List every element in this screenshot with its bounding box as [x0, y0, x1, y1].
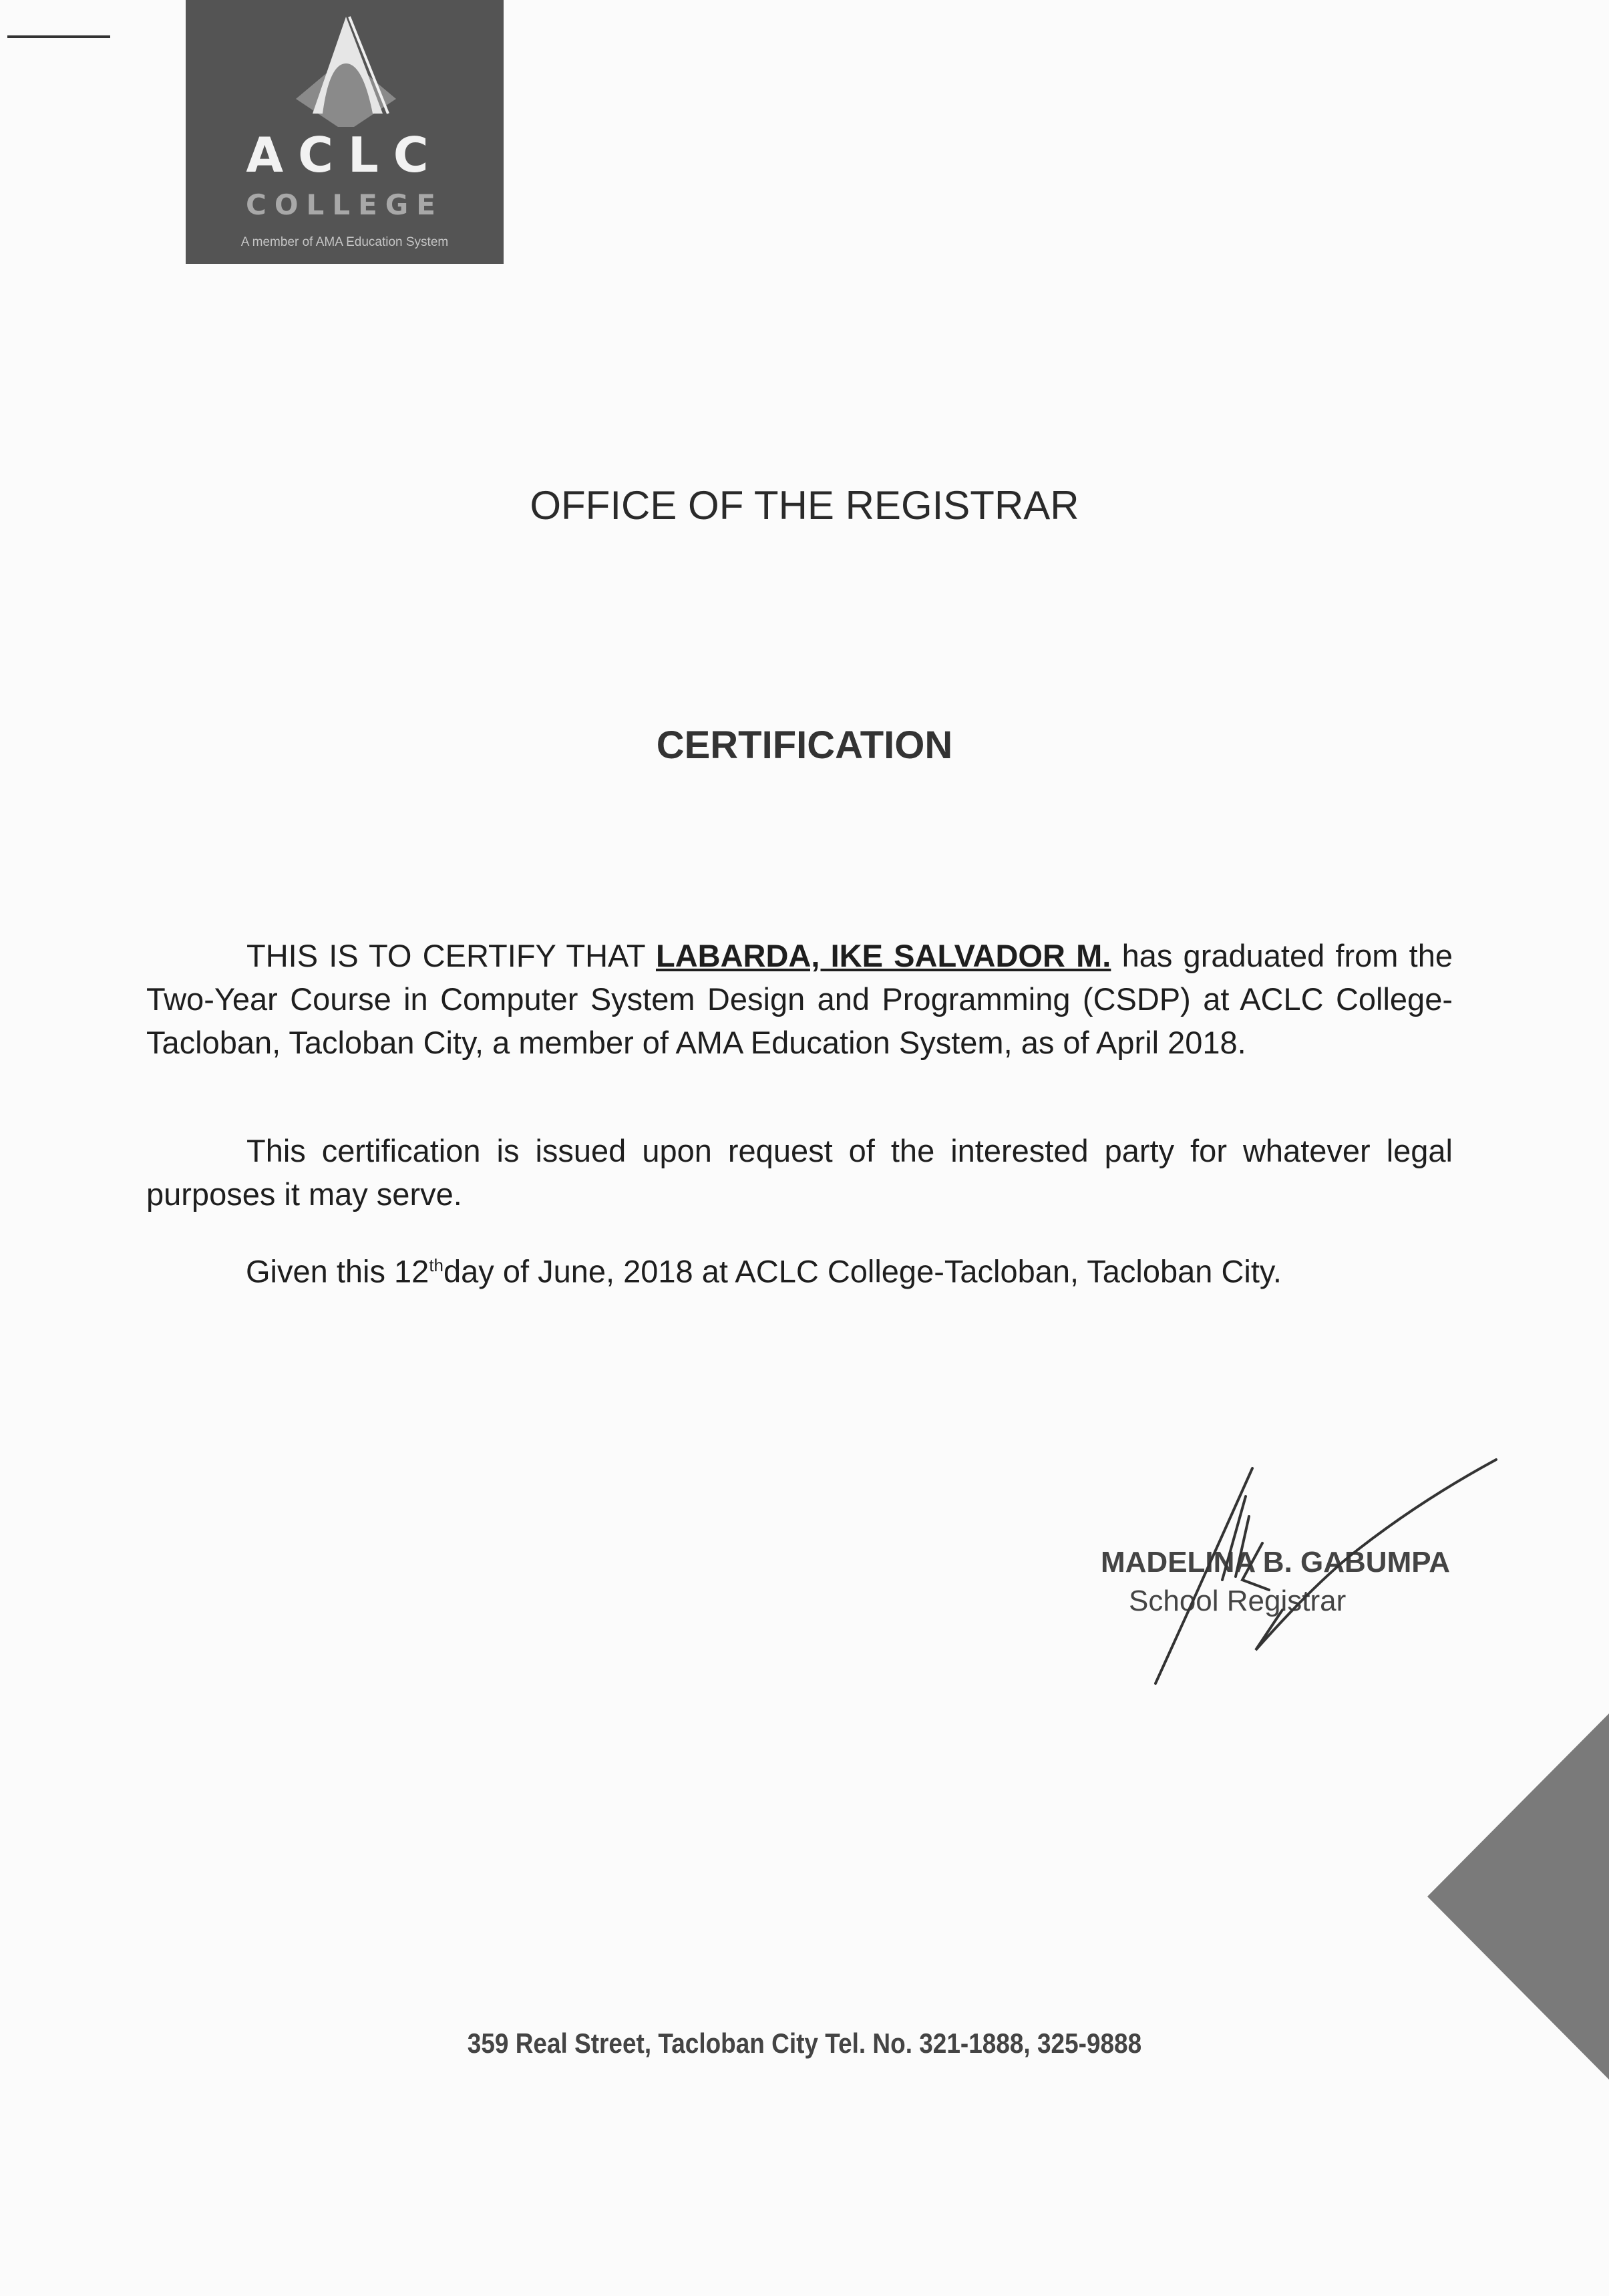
- logo-tagline: A member of AMA Education System: [240, 235, 449, 249]
- given-paragraph: [246, 1244, 1448, 1293]
- logo-sub: COLLEGE: [246, 188, 443, 221]
- footer-address: 359 Real Street, Tacloban City Tel. No. 321-1888, 325-9888: [467, 2027, 1142, 2059]
- p1-rest: has graduated from the Two-Year Course in Computer System Design and Programming (CSDP) at ACLC College-Tacloban, Tacloban City, a member of AMA Education System, as of April 2018.: [146, 938, 1453, 1060]
- document-title: CERTIFICATION: [656, 723, 953, 767]
- purpose-paragraph: This certification is issued upon request of the interested party for whatever legal purposes it may serve.: [146, 1133, 1453, 1212]
- p1-lead: THIS IS TO CERTIFY THAT: [246, 938, 656, 973]
- aclc-diamond-icon: [289, 13, 403, 127]
- signatory-name: MADELINA B. GABUMPA: [1101, 1546, 1451, 1579]
- aclc-logo: [186, 0, 504, 264]
- scan-mark: [7, 35, 110, 38]
- p3-lead: Given this 12: [246, 1253, 429, 1289]
- graduate-name: LABARDA, IKE SALVADOR M.: [655, 938, 1111, 973]
- p3-rest: day of June, 2018 at ACLC College-Tacloban, Tacloban City.: [443, 1253, 1282, 1289]
- signatory-title: School Registrar: [1129, 1585, 1347, 1617]
- handwritten-signature: [1135, 1436, 1509, 1703]
- logo-name: ACLC: [246, 127, 443, 183]
- decorative-triangle: [1423, 1710, 1609, 2084]
- p3-sup: th: [429, 1255, 443, 1275]
- office-heading: OFFICE OF THE REGISTRAR: [530, 483, 1079, 528]
- certification-paragraph: [146, 934, 1453, 1064]
